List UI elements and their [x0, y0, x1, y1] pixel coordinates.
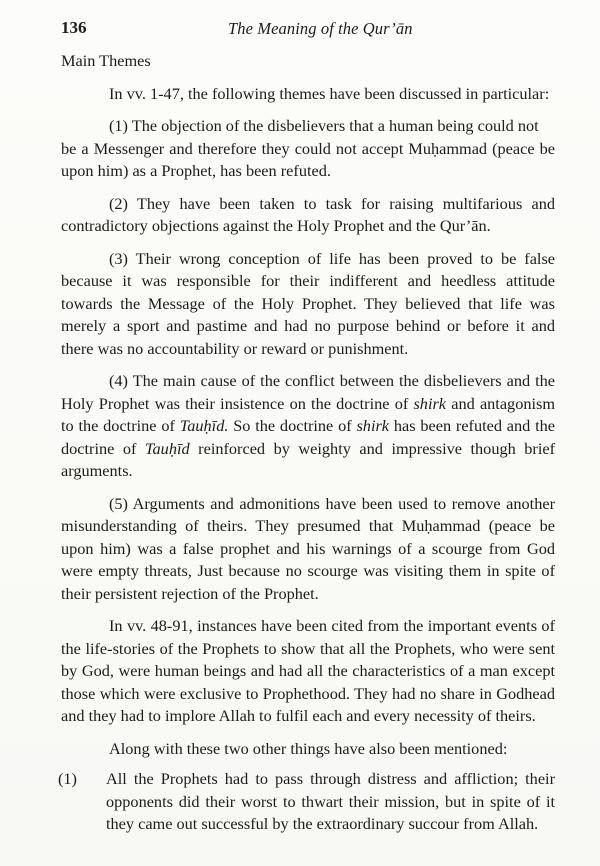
running-title: The Meaning of the Qur’ān: [228, 19, 413, 38]
second-section-paragraph: In vv. 48-91, instances have been cited from the important events of the life-stories of the Prophets to show that all the Prophets, who were sent by God, were human beings and had all the characteristics of a man except those which were exclusive to Prophethood. They had no share in Godhead and they had to implore Allah to fulfil each and every necessity of theirs.: [61, 616, 555, 725]
theme-point-3: (3) Their wrong conception of life has been proved to be false because it was responsible for their indifferent and heedless attitude towards the Message of the Holy Prophet. They believed that life was merely a sport and pastime and had no purpose behind or before it and there was no accountability or reward or punishment.: [61, 248, 555, 358]
theme-point-4: [61, 370, 555, 483]
term-shirk: shirk: [413, 393, 447, 413]
numbered-item-text: All the Prophets had to pass through distress and affliction; their opponents did their worst to thwart their mission, but in spite of it they came out successful by the extraordinary succour from Allah.: [106, 769, 555, 833]
term-tauhid: Tauḥīd.: [179, 416, 229, 435]
term-shirk: shirk: [356, 416, 390, 435]
along-with-paragraph: Along with these two other things have also been mentioned:: [109, 738, 508, 758]
theme-point-4-text-e: reinforced by weighty and impressive though brief arguments.: [61, 438, 556, 480]
page-number: 136: [61, 18, 87, 37]
page-header: [0, 18, 600, 40]
section-heading: Main Themes: [61, 51, 151, 70]
theme-point-4-text-b: and antagonism to the doctrine of: [61, 393, 556, 435]
theme-point-1-lead: (1) The objection of the disbelievers that a human being could not: [109, 116, 539, 135]
theme-point-2: (2) They have been taken to task for raising multifarious and contradictory objections against the Holy Prophet and the Qur’ān.: [61, 193, 555, 235]
theme-point-1-rest: be a Messenger and therefore they could not accept Muḥammad (peace be upon him) as a Prophet, has been refuted.: [61, 138, 555, 180]
theme-point-4-text-c: So the doctrine of: [228, 416, 357, 435]
theme-point-4-text-a: (4) The main cause of the conflict between the disbelievers and the Holy Prophet was their insistence on the doctrine of: [61, 371, 555, 413]
intro-paragraph: In vv. 1-47, the following themes have been discussed in particular:: [109, 83, 550, 103]
theme-point-5: (5) Arguments and admonitions have been used to remove another misunderstanding of theirs. They presumed that Muḥammad (peace be upon him) was a false prophet and his warnings of a scourge from God were empty threats, Just because no scourge was visiting them in spite of their persistent rejection of the Prophet.: [61, 493, 555, 603]
term-tauhid: Tauḥīd: [144, 438, 190, 458]
theme-point-1: [61, 115, 555, 183]
numbered-item-1: [58, 768, 555, 836]
page-body: [58, 50, 556, 836]
numbered-marker: (1): [58, 769, 77, 788]
theme-point-4-text-d: has been refuted and the doctrine of: [61, 416, 556, 458]
